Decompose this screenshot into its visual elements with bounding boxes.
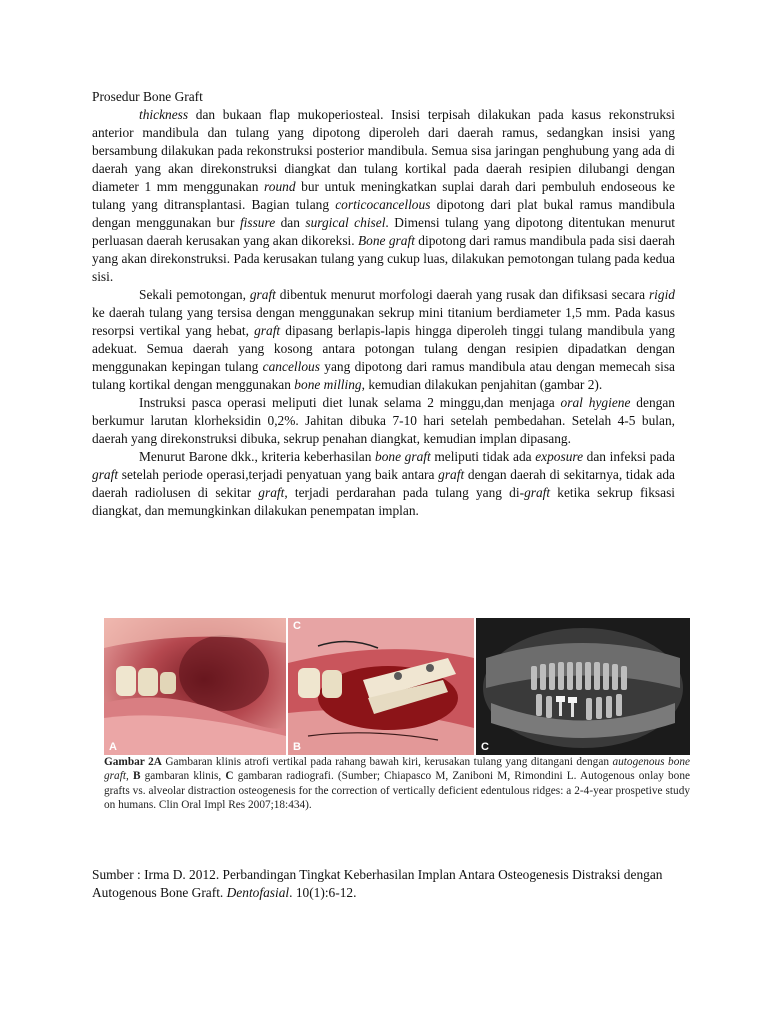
italic-term: graft	[249, 287, 276, 302]
text-run: meliputi tidak ada	[430, 449, 536, 464]
text-run: Instruksi pasca operasi meliputi diet lunak selama 2 minggu,dan menjaga	[139, 395, 561, 410]
italic-term: round	[264, 179, 296, 194]
radiograph-c	[476, 618, 690, 755]
paragraph-4	[92, 448, 675, 520]
italic-term: thickness	[139, 107, 189, 122]
photo-a-illustration	[104, 618, 286, 755]
italic-term: graft	[438, 467, 465, 482]
caption-text: gambaran klinis,	[140, 770, 226, 783]
photo-b-illustration	[288, 618, 474, 755]
italic-term: exposure	[535, 449, 584, 464]
text-run: setelah periode operasi,terjadi penyatuan yang baik antara	[118, 467, 439, 482]
document-title: Prosedur Bone Graft	[92, 89, 203, 104]
text-run: dan bukaan flap mukoperiosteal. Insisi terpisah dilakukan pada kasus rekonstruksi anterior mandibula dan tulang yang dipotong diperoleh dari daerah ramus, sedangkan insisi yang bersambung dilakukan pada rekonstruksi posterior mandibula. Semua sisa jaringan penghubung yang ada di daerah yang akan direkonstruksi diangkat dan tulang kortikal pada daerah resipien dilubangi dengan diameter 1 mm menggunakan	[92, 107, 675, 194]
text-run: bur untuk meningkatkan suplai darah dari pembuluh endoseous ke tulang yang ditransplantasi. Bagian tulang	[92, 179, 675, 212]
body-text	[92, 106, 675, 520]
italic-term: oral hygiene	[560, 395, 631, 410]
source-text: . 10(1):6-12.	[289, 885, 357, 900]
figure-2	[104, 618, 690, 755]
caption-italic: autogenous bone graft,	[104, 756, 691, 783]
caption-bold: C	[225, 770, 234, 783]
caption-text: gambaran radiografi. (Sumber; Chiapasco M, Zaniboni M, Rimondini L. Autogenous onlay bone grafts vs. alveolar distraction osteogenesis for the correction of vertically deficient edentulous ridges: a 2-4-year prospetive study on humans. Clin Oral Impl Res 2007;18:434).	[104, 770, 690, 811]
source-journal: Dentofasial	[226, 885, 290, 900]
text-run: dan infeksi pada	[583, 449, 675, 464]
italic-term: graft	[92, 467, 119, 482]
text-run: , terjadi perdarahan pada tulang yang di-	[284, 485, 525, 500]
text-run: dan	[275, 215, 306, 230]
text-run: ketika sekrup fiksasi diangkat, dan memungkinkan dilakukan penempatan implan.	[92, 485, 676, 518]
italic-term: rigid	[648, 287, 675, 302]
caption-bold: B	[128, 770, 141, 783]
text-run: dipotong dari ramus mandibula pada sisi daerah yang akan direkonstruksi. Pada kerusakan tulang yang cukup luas, dilakukan pemotongan tulang pada kedua sisi.	[92, 233, 676, 284]
radiograph-illustration	[476, 618, 690, 755]
italic-term: bone graft	[375, 449, 431, 464]
text-run: dengan berkumur larutan klorheksidin 0,2%. Jahitan dibuka 7-10 hari setelah pembedahan. Setelah 4-5 bulan, daerah yang direkonstruksi dibuka, sekrup penahan diangkat, kemudian implan dipasang.	[92, 395, 675, 446]
clinical-photo-b	[288, 618, 474, 755]
panel-label-b-top: C	[293, 620, 301, 632]
italic-term: graft	[258, 485, 285, 500]
panel-label-c: C	[481, 741, 489, 753]
text-run: dibentuk menurut morfologi daerah yang rusak dan difiksasi secara	[275, 287, 649, 302]
clinical-photo-a	[104, 618, 286, 755]
text-run: . Dimensi tulang yang dipotong ditentukan menurut perluasan daerah kerusakan yang akan dikoreksi.	[92, 215, 675, 248]
text-run: , kemudian dilakukan penjahitan (gambar 2).	[361, 377, 603, 392]
figure-caption	[104, 755, 690, 812]
paragraph-3	[92, 394, 675, 448]
panel-label-b: B	[293, 741, 301, 753]
panel-label-a: A	[109, 741, 117, 753]
italic-term: fissure	[239, 215, 276, 230]
italic-term: graft	[524, 485, 551, 500]
paragraph-1	[92, 106, 675, 286]
italic-term: Bone graft	[357, 233, 415, 248]
text-run: dipotong dari plat bukal ramus mandibula dengan menggunakan bur	[92, 197, 675, 230]
source-citation	[92, 866, 675, 902]
italic-term: graft	[254, 323, 281, 338]
text-run: Sekali pemotongan,	[139, 287, 250, 302]
italic-term: cancellous	[262, 359, 320, 374]
caption-text: Gambaran klinis atrofi vertikal pada rahang bawah kiri, kerusakan tulang yang ditangani dengan	[161, 756, 613, 768]
text-run: Menurut Barone dkk., kriteria keberhasilan	[139, 449, 376, 464]
text-run: yang dipotong dari ramus mandibula atau dengan memecah sisa tulang kortikal dengan menggunakan	[92, 359, 675, 392]
italic-term: surgical chisel	[305, 215, 386, 230]
paragraph-2	[92, 286, 675, 394]
source-text: Sumber : Irma D. 2012. Perbandingan Tingkat Keberhasilan Implan Antara Osteogenesis Distraksi dengan Autogenous Bone Graft.	[92, 867, 663, 900]
italic-term: corticocancellous	[335, 197, 431, 212]
caption-label: Gambar 2A	[104, 756, 162, 768]
text-run: dipasang berlapis-lapis hingga diperoleh tinggi tulang mandibula yang adekuat. Semua daerah yang kosong antara potongan tulang dengan resipien dipadatkan dengan menggunakan kepingan tulang	[92, 323, 675, 374]
text-run: ke daerah tulang yang tersisa dengan menggunakan sekrup mini titanium berdiameter 1,5 mm. Pada kasus resorpsi vertikal yang hebat,	[92, 305, 675, 338]
italic-term: bone milling	[294, 377, 362, 392]
text-run: dengan daerah di sekitarnya, tidak ada daerah radiolusen di sekitar	[92, 467, 675, 500]
